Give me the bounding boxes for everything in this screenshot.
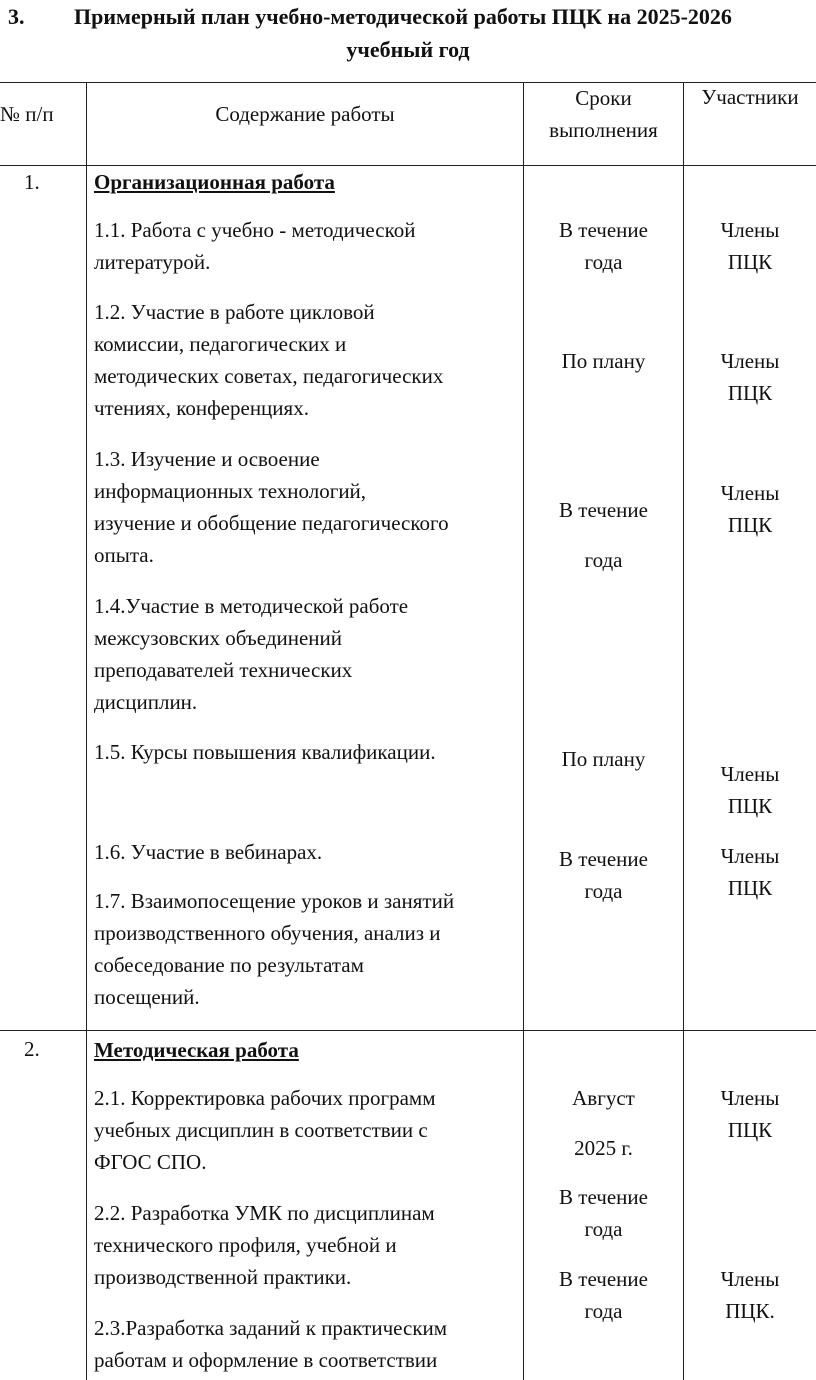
item-1-7-line: посещений.	[94, 985, 200, 1009]
participants-text: Члены	[720, 762, 780, 786]
item-1-7-line: собеседование по результатам	[94, 953, 364, 977]
deadline-text: года	[584, 879, 623, 903]
section-divider	[0, 1030, 816, 1031]
section-title: Методическая работа	[94, 1038, 299, 1062]
participants-text: ПЦК	[727, 876, 773, 900]
item-2-1-line: ФГОС СПО.	[94, 1150, 207, 1174]
item-1-2-line: комиссии, педагогических и	[94, 332, 347, 356]
item-2-1-line: 2.1. Корректировка рабочих программ	[94, 1086, 436, 1110]
item-2-3-line: 2.3.Разработка заданий к практическим	[94, 1316, 448, 1340]
participants-text: Члены	[720, 218, 780, 242]
item-1-7-line: 1.7. Взаимопосещение уроков и занятий	[94, 889, 455, 913]
participants-text: Члены	[720, 1267, 780, 1291]
participants-text: ПЦК	[727, 794, 773, 818]
section-title: Организационная работа	[94, 170, 335, 194]
item-2-2-line: 2.2. Разработка УМК по дисциплинам	[94, 1201, 435, 1225]
section-number: 1.	[24, 170, 40, 194]
heading-title-line2: учебный год	[346, 37, 470, 62]
deadline-text: года	[584, 250, 623, 274]
item-1-7-line: производственного обучения, анализ и	[94, 921, 441, 945]
participants-text: ПЦК	[727, 513, 773, 537]
deadline-text: По плану	[561, 349, 646, 373]
deadline-text: года	[584, 1299, 623, 1323]
participants-text: ПЦК.	[725, 1299, 775, 1323]
item-1-3-line: изучение и обобщение педагогического	[94, 511, 449, 535]
item-2-1-line: учебных дисциплин в соответствии с	[94, 1118, 428, 1142]
deadline-text: Август	[572, 1086, 635, 1110]
deadline-text: В течение	[559, 1185, 648, 1209]
item-1-4-line: межсузовских объединений	[94, 626, 343, 650]
heading-number: 3.	[8, 4, 25, 29]
participants-text: Члены	[720, 481, 780, 505]
section-number: 2.	[24, 1037, 40, 1061]
item-1-3-line: информационных технологий,	[94, 479, 367, 503]
item-1-5-line: 1.5. Курсы повышения квалификации.	[94, 740, 436, 764]
column-divider-1	[86, 82, 87, 1380]
deadline-text: 2025 г.	[574, 1136, 633, 1160]
item-1-3-line: опыта.	[94, 543, 154, 567]
deadline-text: В течение	[559, 847, 648, 871]
header-num: № п/п	[0, 102, 54, 126]
heading-title-line1: Примерный план учебно-методической работы ПЦК на 2025-2026	[74, 4, 732, 29]
item-1-1-line: литературой.	[94, 250, 211, 274]
participants-text: ПЦК	[727, 381, 773, 405]
participants-text: Члены	[720, 1086, 780, 1110]
item-2-2-line: технического профиля, учебной и	[94, 1233, 397, 1257]
deadline-text: года	[584, 548, 623, 572]
item-1-6-line: 1.6. Участие в вебинарах.	[94, 840, 323, 864]
header-participants: Участники	[701, 85, 799, 109]
item-2-2-line: производственной практики.	[94, 1265, 352, 1289]
participants-text: ПЦК	[727, 250, 773, 274]
header-deadline-line2: выполнения	[549, 118, 658, 142]
item-2-3-line: работам и оформление в соответствии	[94, 1348, 438, 1372]
deadline-text: года	[584, 1217, 623, 1241]
item-1-1-line: 1.1. Работа с учебно - методической	[94, 218, 416, 242]
item-1-2-line: методических советах, педагогических	[94, 364, 444, 388]
deadline-text: В течение	[559, 218, 648, 242]
participants-text: Члены	[720, 844, 780, 868]
item-1-4-line: 1.4.Участие в методической работе	[94, 594, 409, 618]
item-1-4-line: преподавателей технических	[94, 658, 353, 682]
deadline-text: В течение	[559, 498, 648, 522]
item-1-2-line: чтениях, конференциях.	[94, 396, 309, 420]
header-deadline-line1: Сроки	[575, 86, 632, 110]
participants-text: Члены	[720, 349, 780, 373]
item-1-4-line: дисциплин.	[94, 690, 198, 714]
deadline-text: По плану	[561, 747, 646, 771]
item-1-3-line: 1.3. Изучение и освоение	[94, 447, 320, 471]
item-1-2-line: 1.2. Участие в работе цикловой	[94, 300, 375, 324]
participants-text: ПЦК	[727, 1118, 773, 1142]
deadline-text: В течение	[559, 1267, 648, 1291]
header-content: Содержание работы	[215, 102, 395, 126]
